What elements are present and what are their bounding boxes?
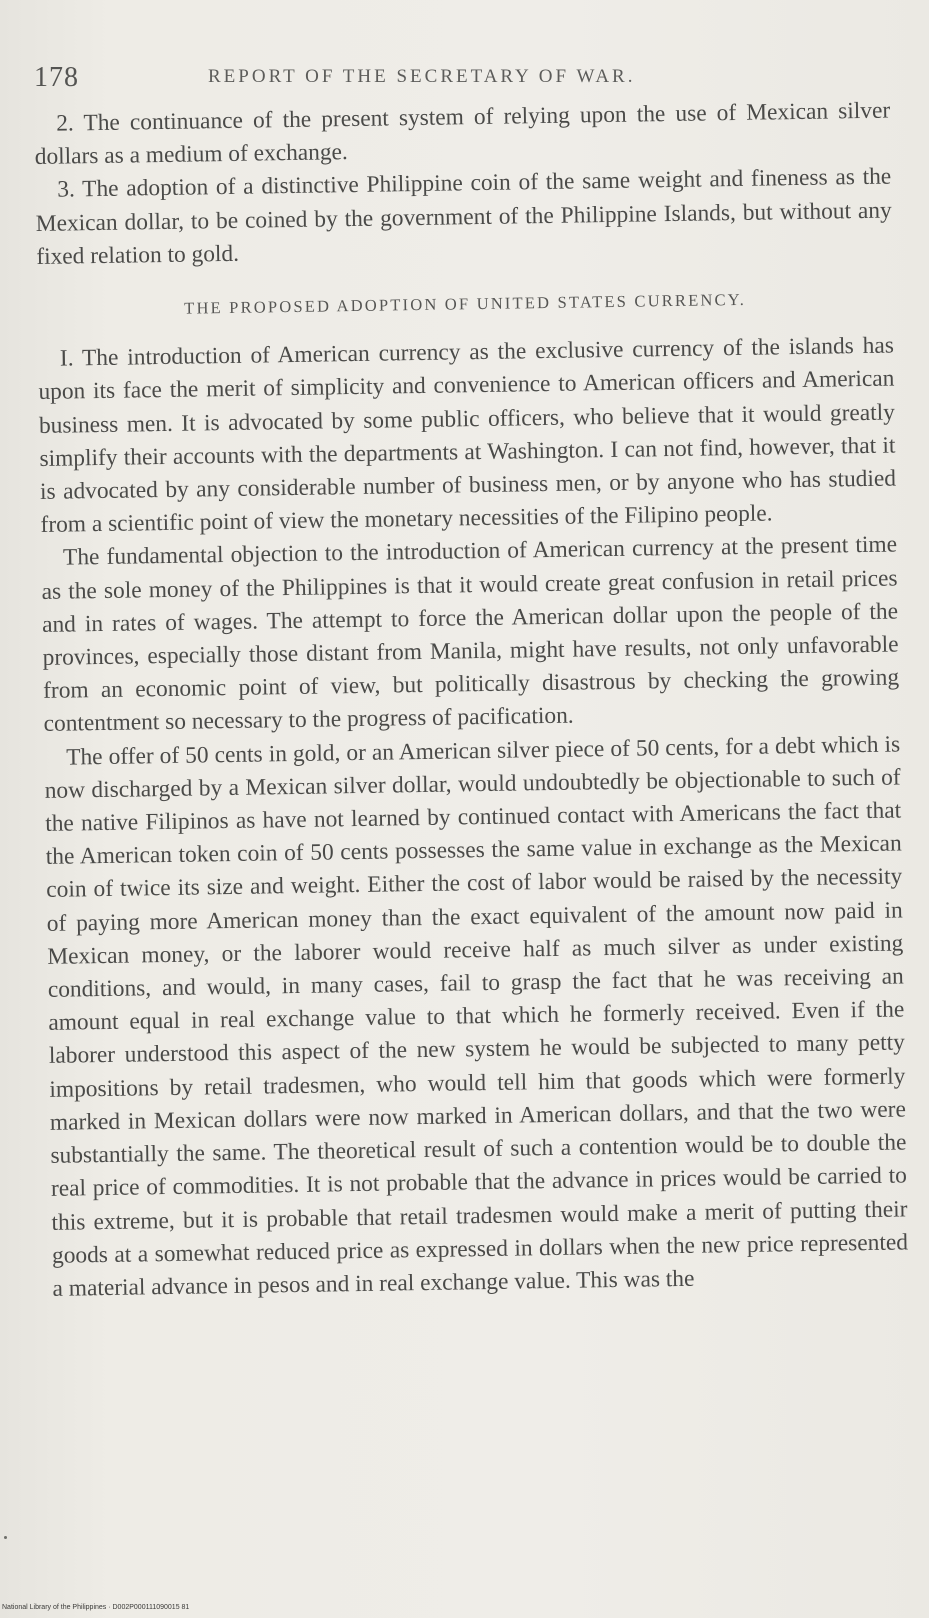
page-header (34, 60, 894, 100)
paragraph-introduction: I. The introduction of American currency as the exclusive currency of the islands has upon its face the merit of simplicity and convenience to American officers and American business men. It is advocated by some public officers, who believe that it would greatly simplify their accounts with the departments at Washington. I can not find, however, that it is advocated by any considerable number of business men, or by anyone who has studied from a scientific point of view the monetary necessities of the Filipino people. (38, 332, 897, 539)
scan-footer: National Library of the Philippines · D002P000111090015 81 (2, 1604, 190, 1611)
page-number: 178 (34, 62, 79, 93)
paragraph-item-2: 2. The continuance of the present system of relying upon the use of Mexican silver dollars as a medium of exchange. (34, 97, 891, 171)
paragraph-item-3: 3. The adoption of a distinctive Philippine coin of the same weight and fineness as the Mexican dollar, to be coined by the government of the Philippine Islands, but without any fixed relation to gold. (35, 163, 892, 270)
section-heading: THE PROPOSED ADOPTION OF UNITED STATES CURRENCY. (184, 289, 747, 318)
paragraph-offer-of-50-cents: The offer of 50 cents in gold, or an American silver piece of 50 cents, for a debt which is now discharged by a Mexican silver dollar, would undoubtedly be objectionable to such of the native Filipinos as have not learned by continued contact with Americans the fact that the American token coin of 50 cents possesses the same value in exchange as the Mexican coin of twice its size and weight. Either the cost of labor would be raised by the necessity of paying more American money than the exact equivalent of the amount now paid in Mexican money, or the laborer would receive half as much silver as under existing conditions, and would, in many cases, fail to grasp the fact that he was receiving an amount equal in real exchange value to that which he formerly received. Even if the laborer understood this aspect of the new system he would be subjected to many petty impositions by retail tradesmen, who would tell him that goods which were formerly marked in Mexican dollars were now marked in American dollars, and that the two were substantially the same. The theoretical result of such a contention would be to double the real price of commodities. It is not probable that the advance in prices would be carried to this extreme, but it is probable that retail tradesmen would make a merit of putting their goods at a somewhat reduced price as expressed in dollars when the new price represented a material advance in pesos and in real exchange value. This was the (44, 731, 909, 1302)
body-text (34, 95, 909, 1306)
scan-speck (4, 1536, 7, 1539)
paragraph-fundamental-objection: The fundamental objection to the introduction of American currency at the present time as the sole money of the Philippines is that it would create great confusion in retail prices and in rates of wages. The attempt to force the American dollar upon the people of the provinces, especially those distant from Manila, might have results, not only unfavorable from an economic point of view, but politically disastrous by checking the growing contentment so necessary to the progress of pacification. (41, 531, 900, 738)
running-title: REPORT OF THE SECRETARY OF WAR. (208, 66, 636, 87)
